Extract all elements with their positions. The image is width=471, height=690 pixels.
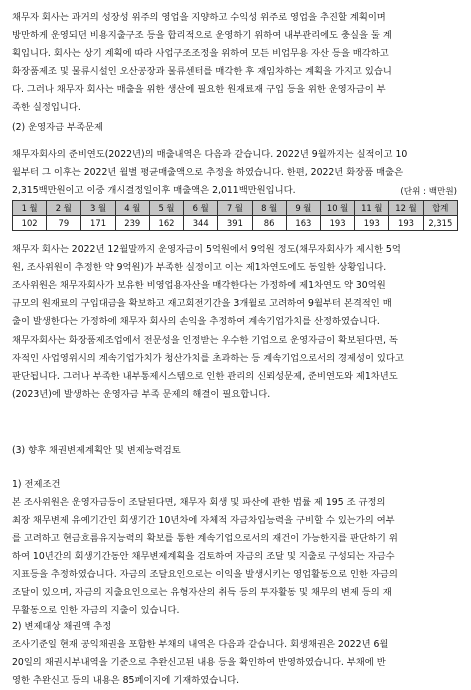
s2p3-line-1: 채무자회사는 화장품제조업에서 전문성을 인정받는 우수한 기업으로 운영자금이 확보된다면, 독 (12, 335, 398, 346)
s2p3-line-2: 자적인 사업영위시의 계속기업가치가 청산가치를 초과하는 등 계속기업으로서의 경제성이 있다고 (12, 353, 404, 364)
sub2-line-2: 20일의 채권시부내역을 기준으로 추완신고된 내용 등을 확인하여 반영하였습니다. 부채에 반 (12, 657, 386, 668)
section-3-heading: (3) 향후 채권변제계획안 및 변제능력검토 (12, 445, 181, 456)
header-cell: 3 월 (81, 201, 115, 216)
s2p2-line-1: 채무자 회사는 2022년 12월말까지 운영자금이 5억원에서 9억원 정도(채무자회사가 제시한 5억 (12, 244, 401, 255)
value-cell: 102 (13, 216, 47, 231)
sub1-line-3: 를 고려하고 현금흐름유지능력의 확보를 통한 계속기업으로서의 재건이 가능한지를 판단하기 위 (12, 533, 398, 544)
sub2-line-1: 조사기준일 현재 공익채권을 포함한 부채의 내역은 다음과 같습니다. 회생채권은 2022년 6월 (12, 639, 389, 650)
header-cell: 10 월 (320, 201, 354, 216)
value-cell-total: 2,315 (423, 216, 457, 231)
value-cell: 171 (81, 216, 115, 231)
value-cell: 162 (149, 216, 183, 231)
sub1-line-4: 하여 10년간의 회생기간동안 채무변제계획을 검토하여 자금의 조달 및 지출로 구성되는 자금수 (12, 551, 395, 562)
s2p2-line-2: 원, 조사위원이 추정한 약 9억원)가 부족한 실정이고 이는 제1차연도에도 동일한 상황입니다. (12, 262, 387, 273)
table-row (13, 216, 458, 231)
intro-line-3: 획입니다. 회사는 상기 계획에 따라 사업구조조정을 위하여 모든 비업무용 자산 등을 매각하고 (12, 48, 389, 59)
s2p3-line-4: (2023년)에 발생하는 운영자금 부족 문제의 해결이 필요합니다. (12, 389, 271, 400)
header-cell: 6 월 (184, 201, 218, 216)
section-2-paragraph-2 (12, 241, 459, 331)
header-cell: 7 월 (218, 201, 252, 216)
sub2-line-3: 영한 추완신고 등의 내용은 85페이지에 기재하였습니다. (12, 675, 240, 686)
header-cell: 11 월 (355, 201, 389, 216)
subsection-1-paragraph (12, 494, 459, 620)
s2p3-line-3: 판단됩니다. 그러나 부족한 내부통제시스템으로 인한 관리의 신뢰성문제, 준비연도와 제1차년도 (12, 371, 398, 382)
value-cell: 239 (115, 216, 149, 231)
monthly-sales-table (12, 200, 458, 231)
sub1-line-2: 최장 채무변제 유예기간인 회생기간 10년차에 자체적 자금차입능력을 구비할 수 있는가의 여부 (12, 515, 395, 526)
header-cell: 1 월 (13, 201, 47, 216)
section-2-paragraph-1 (12, 146, 459, 200)
table-header-row (13, 201, 458, 216)
intro-line-2: 방만하게 운영되던 비용지출구조 등을 합리적으로 운영하기 위하여 내부관리에도 충실을 둘 계 (12, 30, 392, 41)
header-cell: 12 월 (389, 201, 423, 216)
header-cell: 4 월 (115, 201, 149, 216)
value-cell: 391 (218, 216, 252, 231)
intro-paragraph (12, 9, 459, 117)
table-unit-label: (단위 : 백만원) (400, 187, 457, 197)
value-cell: 344 (184, 216, 218, 231)
s2p1-line-1: 채무자회사의 준비연도(2022년)의 매출내역은 다음과 같습니다. 2022년 9월까지는 실적이고 10 (12, 149, 408, 160)
s2p1-line-2: 월부터 그 이후는 2022년 월별 평균매출액으로 추정을 하였습니다. 한편, 2022년 화장품 매출은 (12, 167, 404, 178)
value-cell: 193 (389, 216, 423, 231)
value-cell: 79 (47, 216, 81, 231)
intro-line-6: 족한 실정입니다. (12, 102, 81, 113)
subsection-2-heading: 2) 변제대상 채권액 추정 (12, 621, 112, 632)
sub1-line-1: 본 조사위원은 운영자금등이 조달된다면, 채무자 회생 및 파산에 관한 법률 제 195 조 규정의 (12, 497, 386, 508)
subsection-2-paragraph (12, 636, 459, 690)
section-2-paragraph-3 (12, 332, 459, 404)
header-cell: 2 월 (47, 201, 81, 216)
section-2-heading: (2) 운영자금 부족문제 (12, 122, 103, 133)
header-cell: 8 월 (252, 201, 286, 216)
subsection-1-heading: 1) 전제조건 (12, 479, 61, 490)
value-cell: 86 (252, 216, 286, 231)
sub1-line-6: 조달이 있으며, 자금의 지출요인으로는 유형자산의 취득 등의 투자활동 및 채무의 변제 등의 재 (12, 587, 392, 598)
s2p1-line-3: 2,315백만원이고 이중 개시결정일이후 매출액은 2,011백만원입니다. (12, 185, 296, 196)
s2p2-line-5: 출이 발생한다는 가정하에 채무자 회사의 손익을 추정하여 계속기업가치를 산정하였습니다. (12, 316, 380, 327)
sub1-line-5: 지표등을 추정하였습니다. 자금의 조달요인으로는 이익을 발생시키는 영업활동으로 인한 자금의 (12, 569, 398, 580)
s2p2-line-3: 조사위원은 채무자회사가 보유한 비영업용자산을 매각한다는 가정하에 제1차연도 약 30억원 (12, 280, 386, 291)
header-cell: 5 월 (149, 201, 183, 216)
s2p2-line-4: 규모의 원재료의 구입대금을 확보하고 재고회전기간을 3개월로 고려하여 9월부터 본격적인 매 (12, 298, 392, 309)
header-cell: 9 월 (286, 201, 320, 216)
intro-line-4: 화장품제조 및 물류시설인 오산공장과 물류센터를 매각한 후 재임차하는 계획을 가지고 있습니 (12, 66, 392, 77)
value-cell: 193 (355, 216, 389, 231)
sub1-line-7: 무활동으로 인한 자금의 지출이 있습니다. (12, 605, 180, 616)
value-cell: 163 (286, 216, 320, 231)
header-cell-total: 합계 (423, 201, 457, 216)
value-cell: 193 (320, 216, 354, 231)
intro-line-1: 채무자 회사는 과거의 성장성 위주의 영업을 지양하고 수익성 위주로 영업을 추진할 계획이며 (12, 12, 386, 23)
intro-line-5: 다. 그러나 채무자 회사는 매출을 위한 생산에 필요한 원재료재 구입 등을 위한 운영자금이 부 (12, 84, 386, 95)
